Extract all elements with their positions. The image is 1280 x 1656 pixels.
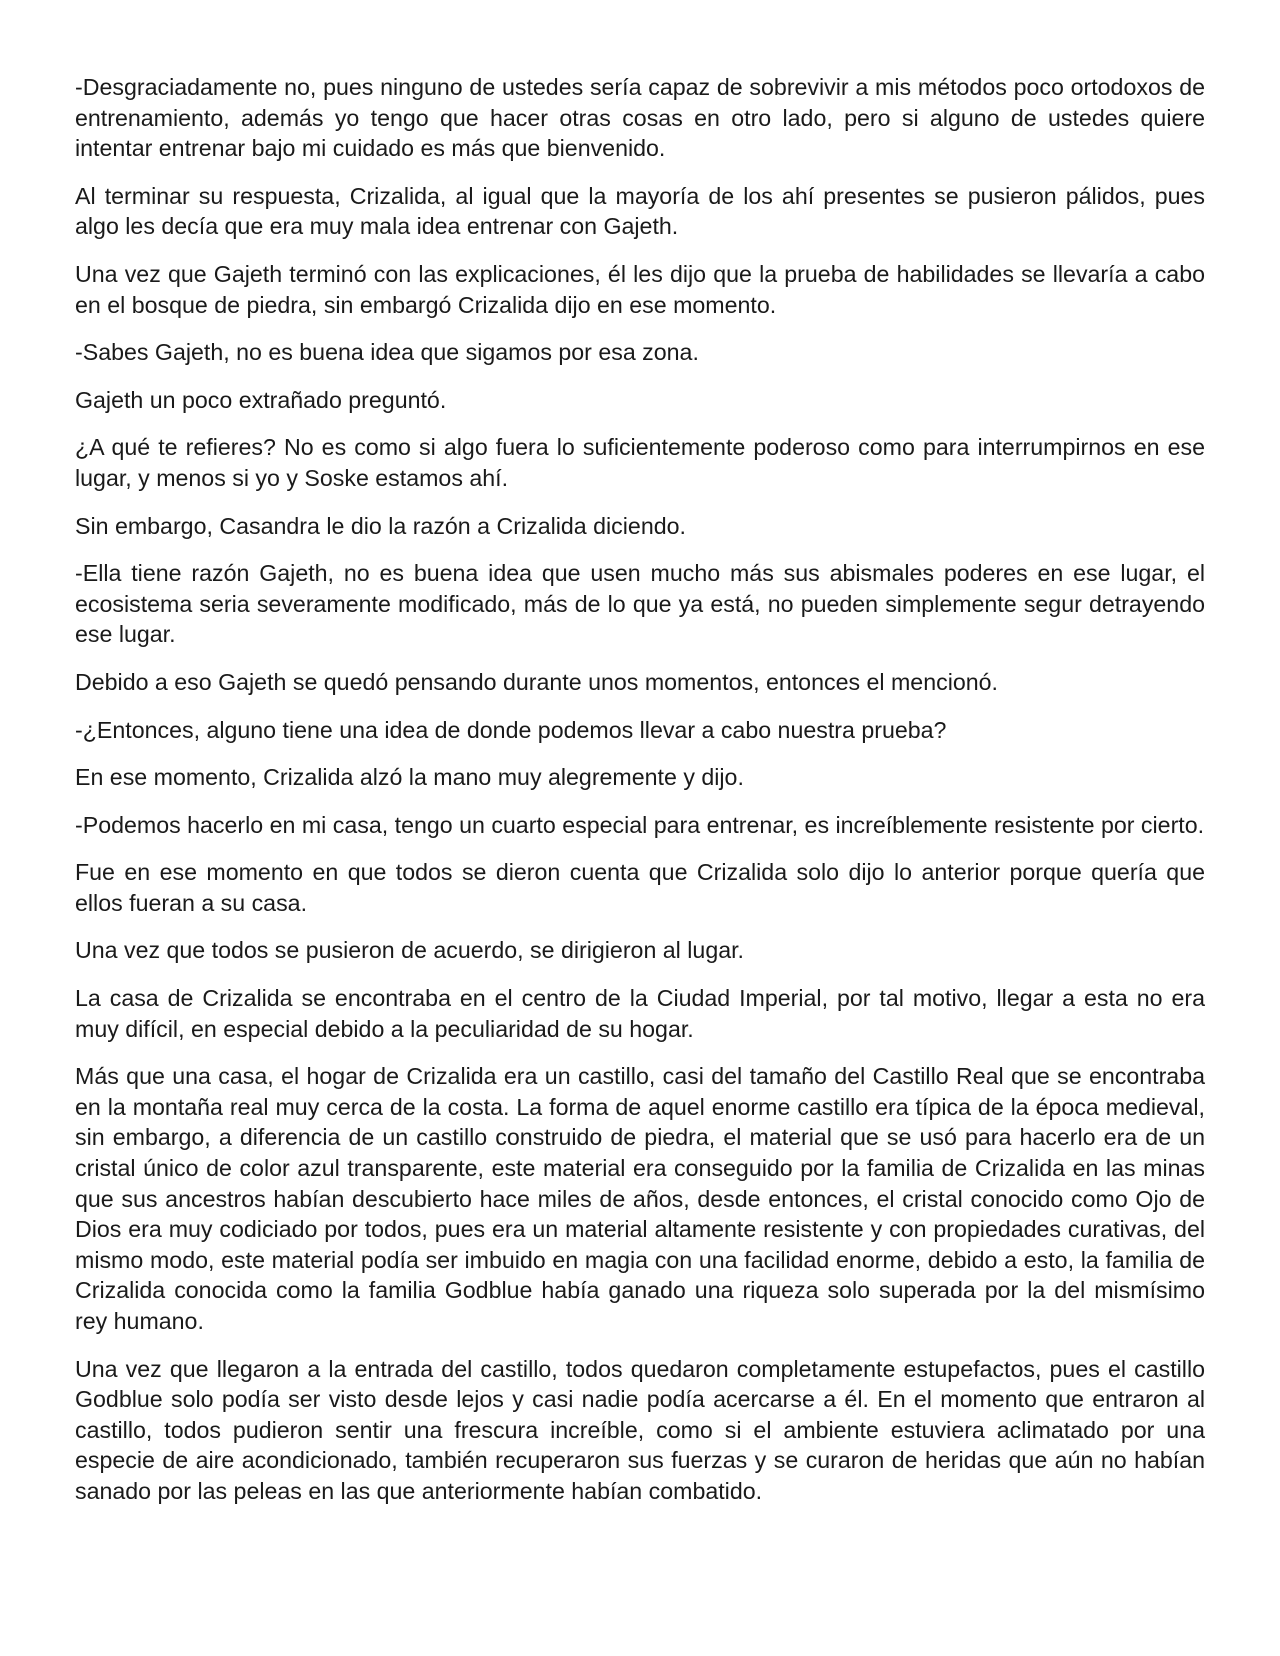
paragraph: Una vez que Gajeth terminó con las explicaciones, él les dijo que la prueba de habilidades se llevaría a cabo en el bosque de piedra, sin embargó Crizalida dijo en ese momento. [75, 260, 1205, 318]
paragraph: -Ella tiene razón Gajeth, no es buena idea que usen mucho más sus abismales poderes en ese lugar, el ecosistema seria severamente modificado, más de lo que ya está, no pueden simplemente segur detrayendo ese lugar. [75, 560, 1205, 648]
paragraph: Gajeth un poco extrañado preguntó. [75, 386, 447, 413]
paragraph: Debido a eso Gajeth se quedó pensando durante unos momentos, entonces el mencionó. [75, 668, 998, 695]
paragraph: -¿Entonces, alguno tiene una idea de donde podemos llevar a cabo nuestra prueba? [75, 716, 947, 743]
paragraph: Sin embargo, Casandra le dio la razón a Crizalida diciendo. [75, 512, 686, 539]
paragraph: ¿A qué te refieres? No es como si algo fuera lo suficientemente poderoso como para interrumpirnos en ese lugar, y menos si yo y Soske estamos ahí. [75, 434, 1205, 491]
paragraph: Una vez que todos se pusieron de acuerdo, se dirigieron al lugar. [75, 937, 744, 964]
paragraph: -Podemos hacerlo en mi casa, tengo un cuarto especial para entrenar, es increíblemente resistente por cierto. [75, 811, 1205, 838]
paragraph: Una vez que llegaron a la entrada del castillo, todos quedaron completamente estupefactos, pues el castillo Godblue solo podía ser visto desde lejos y casi nadie podía acercarse a él. En el momento que entraron al castillo, todos pudieron sentir una frescura increíble, como si el ambiente estuviera aclimatado por una especie de aire acondicionado, también recuperaron sus fuerzas y se curaron de heridas que aún no habían sanado por las peleas en las que anteriormente habían combatido. [75, 1355, 1205, 1504]
paragraph: Al terminar su respuesta, Crizalida, al igual que la mayoría de los ahí presentes se pusieron pálidos, pues algo les decía que era muy mala idea entrenar con Gajeth. [75, 182, 1205, 240]
paragraph: Fue en ese momento en que todos se dieron cuenta que Crizalida solo dijo lo anterior porque quería que ellos fueran a su casa. [75, 859, 1205, 916]
paragraph: En ese momento, Crizalida alzó la mano muy alegremente y dijo. [75, 764, 744, 791]
paragraph: -Desgraciadamente no, pues ninguno de ustedes sería capaz de sobrevivir a mis métodos poco ortodoxos de entrenamiento, además yo tengo que hacer otras cosas en otro lado, pero si alguno de ustedes quiere intentar entrenar bajo mi cuidado es más que bienvenido. [75, 74, 1205, 162]
paragraph: La casa de Crizalida se encontraba en el centro de la Ciudad Imperial, por tal motivo, llegar a esta no era muy difícil, en especial debido a la peculiaridad de su hogar. [75, 985, 1205, 1042]
paragraph: -Sabes Gajeth, no es buena idea que sigamos por esa zona. [75, 339, 699, 366]
paragraph: Más que una casa, el hogar de Crizalida era un castillo, casi del tamaño del Castillo Real que se encontraba en la montaña real muy cerca de la costa. La forma de aquel enorme castillo era típica de la época medieval, sin embargo, a diferencia de un castillo construido de piedra, el material que se usó para hacerlo era de un cristal único de color azul transparente, este material era conseguido por la familia de Crizalida en las minas que sus ancestros habían descubierto hace miles de años, desde entonces, el cristal conocido como Ojo de Dios era muy codiciado por todos, pues era un material altamente resistente y con propiedades curativas, del mismo modo, este material podía ser imbuido en magia con una facilidad enorme, debido a esto, la familia de Crizalida conocida como la familia Godblue había ganado una riqueza solo superada por la del mismísimo rey humano. [75, 1063, 1205, 1334]
